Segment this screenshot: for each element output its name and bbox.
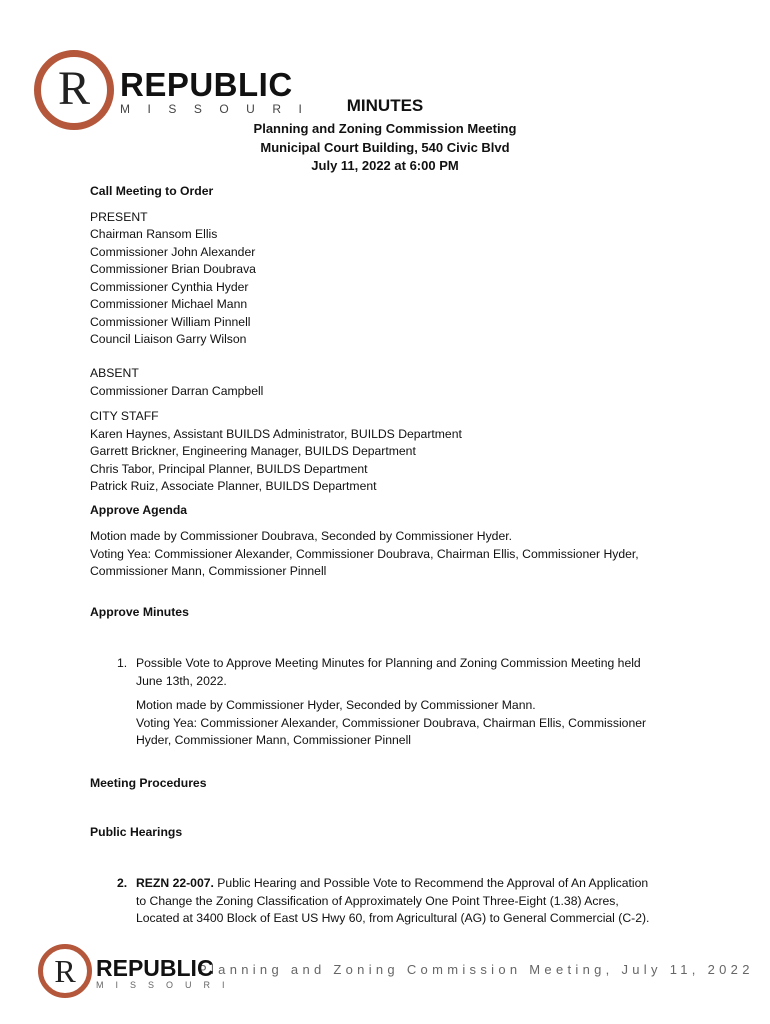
list-item: Commissioner Darran Campbell [90, 383, 264, 398]
agenda-vote: Voting Yea: Commissioner Alexander, Commissioner Doubrava, Chairman Ellis, Commissioner Hyder, [90, 546, 639, 561]
footer-logo-emblem-icon [38, 944, 92, 998]
list-item: Commissioner William Pinnell [90, 314, 251, 329]
call-to-order-heading: Call Meeting to Order [90, 184, 214, 198]
footer-text: Planning and Zoning Commission Meeting, July 11, 2022 [198, 962, 754, 977]
list-item: Chris Tabor, Principal Planner, BUILDS Department [90, 461, 368, 476]
list-item: Commissioner Brian Doubrava [90, 262, 256, 276]
agenda-motion: Motion made by Commissioner Doubrava, Seconded by Commissioner Hyder. [90, 529, 513, 543]
logo-letter: R [57, 62, 90, 115]
approve-minutes-heading: Approve Minutes [90, 605, 189, 619]
staff-heading: CITY STAFF [90, 409, 159, 423]
hearing-item-text-cont: to Change the Zoning Classification of Approximately One Point Three-Eight (1.38) Acres, [136, 893, 619, 908]
list-item: Commissioner Cynthia Hyder [90, 279, 249, 294]
list-item: Karen Haynes, Assistant BUILDS Administrator, BUILDS Department [90, 426, 462, 441]
absent-heading: ABSENT [90, 366, 139, 380]
hearing-item-text-rest: Public Hearing and Possible Vote to Recommend the Approval of An Application [213, 876, 649, 890]
logo-emblem-icon [34, 50, 114, 130]
agenda-vote-cont: Commissioner Mann, Commissioner Pinnell [90, 564, 327, 578]
minutes-vote: Voting Yea: Commissioner Alexander, Commissioner Doubrava, Chairman Ellis, Commissioner [136, 715, 647, 730]
item-number: 2. [117, 876, 128, 890]
footer-logo-letter: R [54, 953, 76, 989]
list-item: Commissioner Michael Mann [90, 297, 248, 311]
minutes-vote-cont: Hyder, Commissioner Mann, Commissioner Pinnell [136, 733, 411, 747]
minutes-motion: Motion made by Commissioner Hyder, Seconded by Commissioner Mann. [136, 698, 536, 712]
minutes-item-text: Possible Vote to Approve Meeting Minutes for Planning and Zoning Commission Meeting held [136, 656, 641, 670]
approve-agenda-heading: Approve Agenda [90, 503, 188, 517]
list-item: Garrett Brickner, Engineering Manager, BUILDS Department [90, 444, 416, 458]
page-title: MINUTES [346, 96, 424, 115]
hearing-item-text [136, 875, 648, 892]
public-hearings-heading: Public Hearings [90, 825, 183, 839]
footer-logo-wordmark: REPUBLIC [96, 955, 214, 981]
meeting-name: Planning and Zoning Commission Meeting [253, 121, 517, 136]
list-item: Commissioner John Alexander [90, 244, 256, 259]
list-item: Council Liaison Garry Wilson [90, 332, 247, 346]
logo-subtitle: MISSOURI [120, 102, 320, 116]
meeting-location: Municipal Court Building, 540 Civic Blvd [260, 140, 510, 155]
hearing-item-code: REZN 22-007. [136, 876, 214, 890]
present-heading: PRESENT [90, 210, 148, 224]
minutes-item-text-cont: June 13th, 2022. [136, 673, 227, 688]
footer-logo-subtitle: MISSOURI [96, 980, 237, 990]
meeting-date: July 11, 2022 at 6:00 PM [311, 158, 459, 173]
hearing-item-text-cont: Located at 3400 Block of East US Hwy 60, from Agricultural (AG) to General Commercial (C-2). [136, 911, 650, 925]
logo-wordmark: REPUBLIC [120, 66, 293, 103]
list-item: Patrick Ruiz, Associate Planner, BUILDS Department [90, 479, 377, 493]
meeting-procedures-heading: Meeting Procedures [90, 776, 207, 790]
footer-logo [38, 944, 238, 1004]
item-number: 1. [117, 656, 128, 670]
list-item: Chairman Ransom Ellis [90, 227, 218, 241]
